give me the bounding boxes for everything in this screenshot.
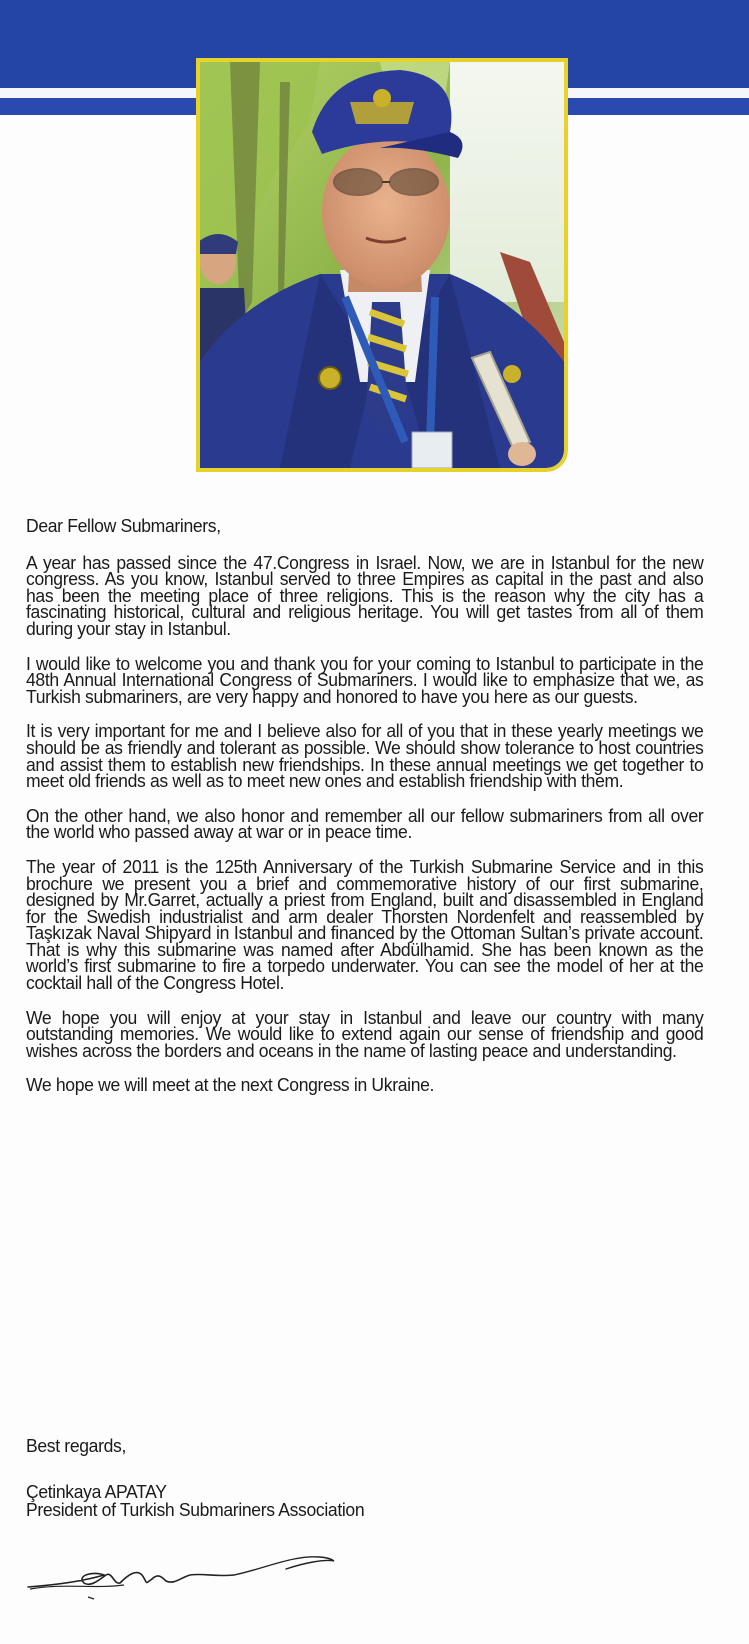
salutation: Dear Fellow Submariners, (26, 516, 221, 536)
letter-body (26, 518, 703, 1112)
signer-name: Çetinkaya APATAY (26, 1482, 167, 1502)
president-portrait-photo (196, 58, 568, 472)
paragraph-congress-intro: A year has passed since the 47.Congress in Israel. Now, we are in Istanbul for the new congress. As you know, Istanbul served to three Empires as capital in the past and also has been the meeting place of three religions. This is the reason why the city has a fascinating historical, cultural and religious heritage. You will get tastes from all of them during your stay in Istanbul. (26, 552, 704, 639)
paragraph-friendship: It is very important for me and I believe also for all of you that in these yearly meetings we should be as friendly and tolerant as possible. We should show tolerance to host countries and assist them to establish new friendships. In these annual meetings we get together to meet old friends as well as to meet new ones and establish friendship with them. (26, 721, 704, 792)
paragraph-welcome: I would like to welcome you and thank you for your coming to Istanbul to participate in the 48th Annual International Congress of Submariners. I would like to emphasize that we, as Turkish submariners, are very happy and honored to have you here as our guests. (26, 653, 704, 707)
portrait-illustration (200, 62, 564, 468)
paragraph-memories: We hope you will enjoy at your stay in Istanbul and leave our country with many outstanding memories. We would like to extend again our sense of friendship and good wishes across the borders and oceans in the name of lasting peace and understanding. (26, 1007, 704, 1061)
paragraph-anniversary: The year of 2011 is the 125th Anniversary of the Turkish Submarine Service and in this brochure we present you a brief and commemorative history of our first submarine, designed by Mr.Garret, actually a priest from England, built and disassembled in England for the Swedish industrialist and arm dealer Thorsten Nordenfelt and reassembled by Taşkızak Naval Shipyard in Istanbul and financed by the Ottoman Sultan’s private account. That is why this submarine was named after Abdülhamid. She has been known as the world’s first submarine to fire a torpedo underwater. You can see the model of her at the cocktail hall of the Congress Hotel. (26, 856, 704, 994)
signer-title: President of Turkish Submariners Association (26, 1500, 365, 1520)
paragraph-next-congress: We hope we will meet at the next Congress in Ukraine. (26, 1075, 435, 1096)
handwritten-signature (24, 1545, 354, 1605)
closing: Best regards, (26, 1436, 126, 1456)
paragraph-remembrance: On the other hand, we also honor and remember all our fellow submariners from all over the world who passed away at war or in peace time. (26, 805, 704, 843)
signer-block (26, 1483, 364, 1519)
